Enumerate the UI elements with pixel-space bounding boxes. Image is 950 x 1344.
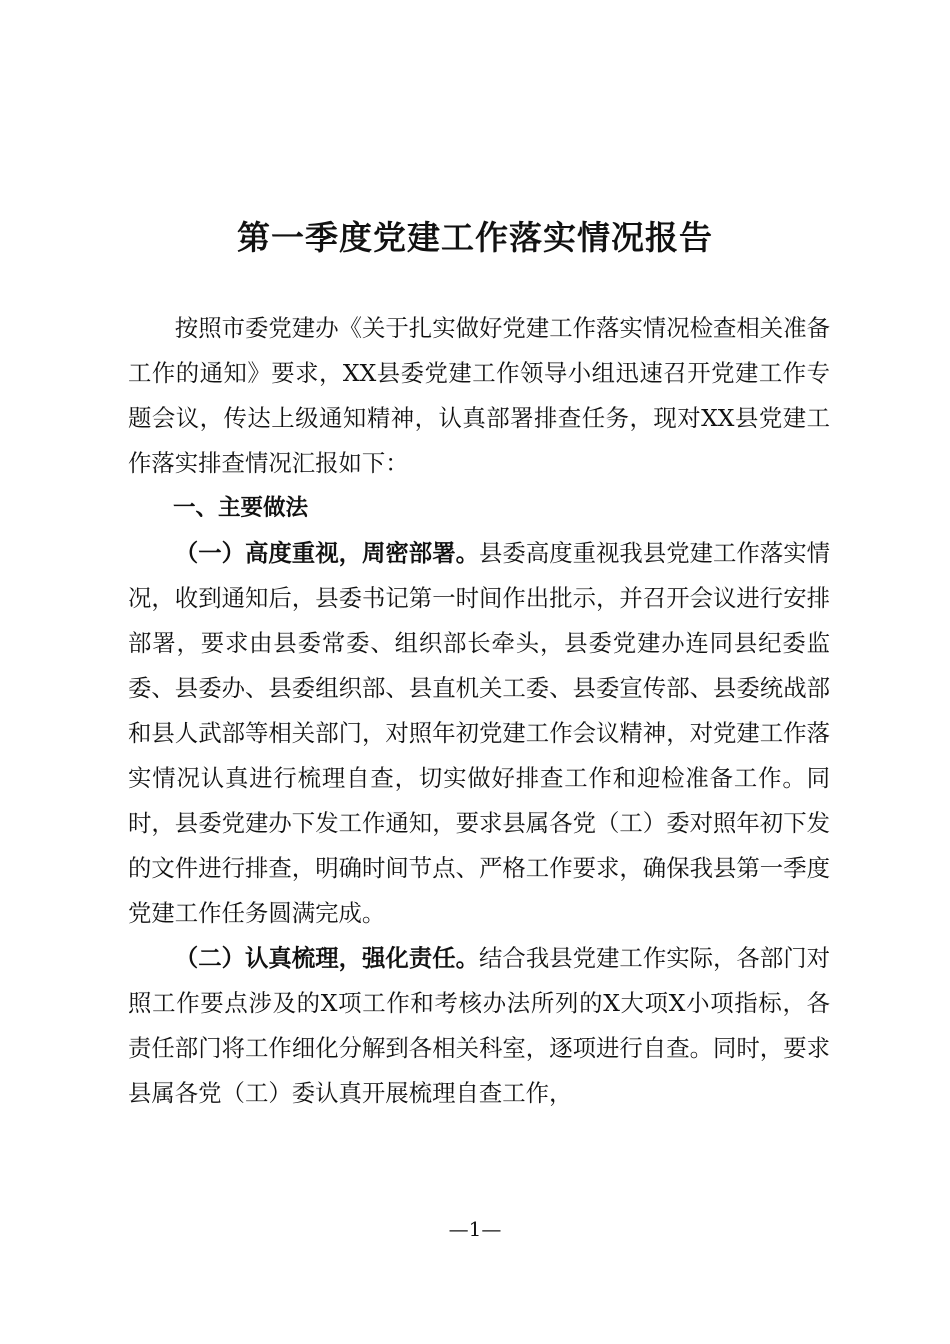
intro-paragraph: 按照市委党建办《关于扎实做好党建工作落实情况检查相关准备工作的通知》要求，XX县委党建工作领导小组迅速召开党建工作专题会议，传达上级通知精神，认真部署排查任务，现对XX县党建工作落实排查情况汇报如下： [128,314,830,477]
subsection-lead-2: （二）认真梳理，强化责任。 [174,944,480,972]
document-body [128,306,830,1116]
subsection-text-1: 县委高度重视我县党建工作落实情况，收到通知后，县委书记第一时间作出批示，并召开会议进行安排部署，要求由县委常委、组织部长牵头，县委党建办连同县纪委监委、县委办、县委组织部、县直机关工委、县委宣传部、县委统战部和县人武部等相关部门，对照年初党建工作会议精神，对党建工作落实情况认真进行梳理自查，切实做好排查工作和迎检准备工作。同时，县委党建办下发工作通知，要求县属各党（工）委对照年初下发的文件进行排查，明确时间节点、严格工作要求，确保我县第一季度党建工作任务圆满完成。 [128,539,831,927]
document-title: 第一季度党建工作落实情况报告 [237,218,713,257]
subsection-text-2: 结合我县党建工作实际，各部门对照工作要点涉及的X项工作和考核办法所列的X大项X小项指标，各责任部门将工作细化分解到各相关科室，逐项进行自查。同时，要求县属各党（工）委认真开展梳理自查工作， [128,944,831,1107]
subsection-paragraph-2 [128,936,830,1116]
page-number: —1— [448,1217,502,1241]
subsection-lead-1: （一）高度重视，周密部署。 [174,539,480,567]
subsection-paragraph-1 [128,531,830,936]
section-heading-main-practices: 一、主要做法 [173,495,309,521]
